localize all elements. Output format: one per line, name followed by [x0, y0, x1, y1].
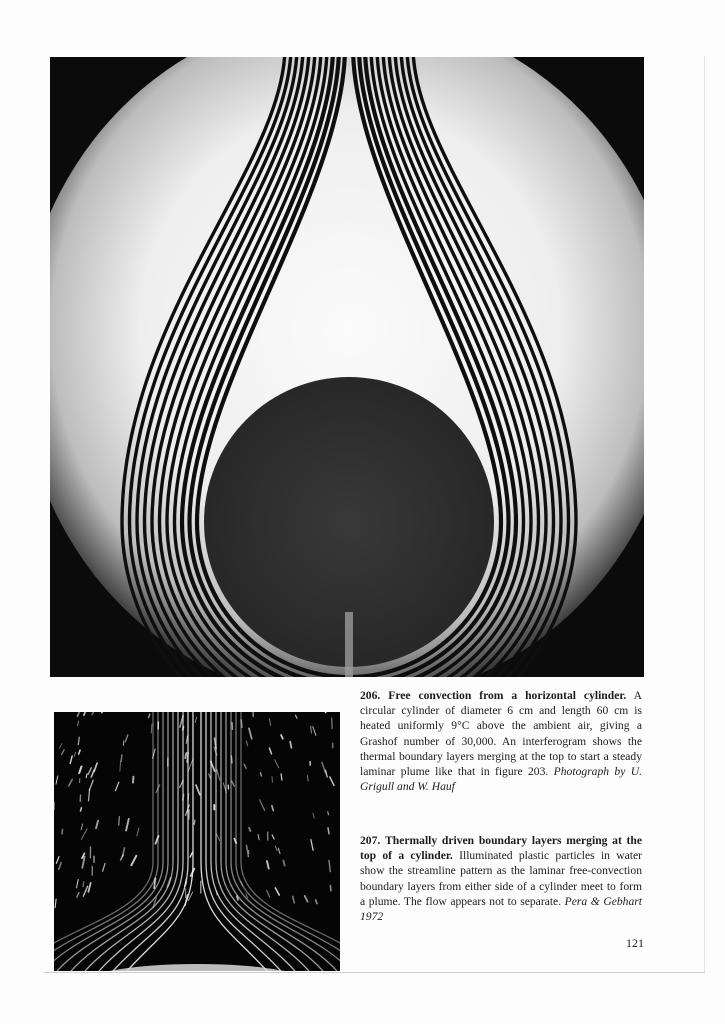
figure-207-particle-streaks [54, 712, 340, 971]
figure-credit: Pera & Gebhart 1972 [360, 894, 642, 924]
streakline-image [54, 712, 340, 971]
page-number: 121 [626, 936, 644, 950]
interferogram-image [50, 57, 644, 677]
particle-streak [330, 886, 331, 891]
caption-207 [360, 833, 642, 924]
particle-streak [119, 817, 120, 826]
particle-streak [261, 773, 262, 776]
caption-206 [360, 688, 642, 794]
figure-credit: Photograph by U. Grigull and W. Hauf [360, 765, 642, 794]
particle-streak [249, 828, 250, 831]
particle-streak [194, 820, 195, 824]
particle-streak [120, 761, 121, 771]
cylinder-support [345, 612, 353, 677]
particle-streak [328, 828, 329, 834]
figure-206-interferogram [50, 57, 644, 677]
figure-text: Illuminated plastic particles in water show the streamline pattern as the laminar free-convection boundary layers from either side of a cylinder meet to form a plume. The flow appears not to separate. [360, 849, 643, 908]
particle-streak [121, 755, 122, 761]
figure-title: Thermally driven boundary layers merging at the top of a cylinder. [360, 834, 642, 863]
particle-streak [290, 742, 291, 748]
figure-number: 207. [360, 834, 381, 847]
particle-streak [311, 726, 312, 733]
figure-title: Free convection from a horizontal cylinder. [388, 689, 627, 702]
particle-streak [62, 830, 63, 834]
particle-streak [281, 774, 282, 780]
particle-streak [283, 861, 284, 866]
particle-streak [185, 753, 186, 758]
particle-streak [328, 812, 329, 815]
particle-streak [86, 774, 87, 778]
figure-text: A circular cylinder of diameter 6 cm and length 60 cm is heated uniformly 9°C above the ambient air, giving a Grashof number of 30,000. An interferogram shows the thermal boundary layers merging at the top to start a steady laminar plume like that in figure 203. [360, 689, 642, 779]
figure-number: 206. [360, 689, 381, 702]
particle-streak [78, 737, 79, 744]
particle-streak [81, 808, 82, 811]
